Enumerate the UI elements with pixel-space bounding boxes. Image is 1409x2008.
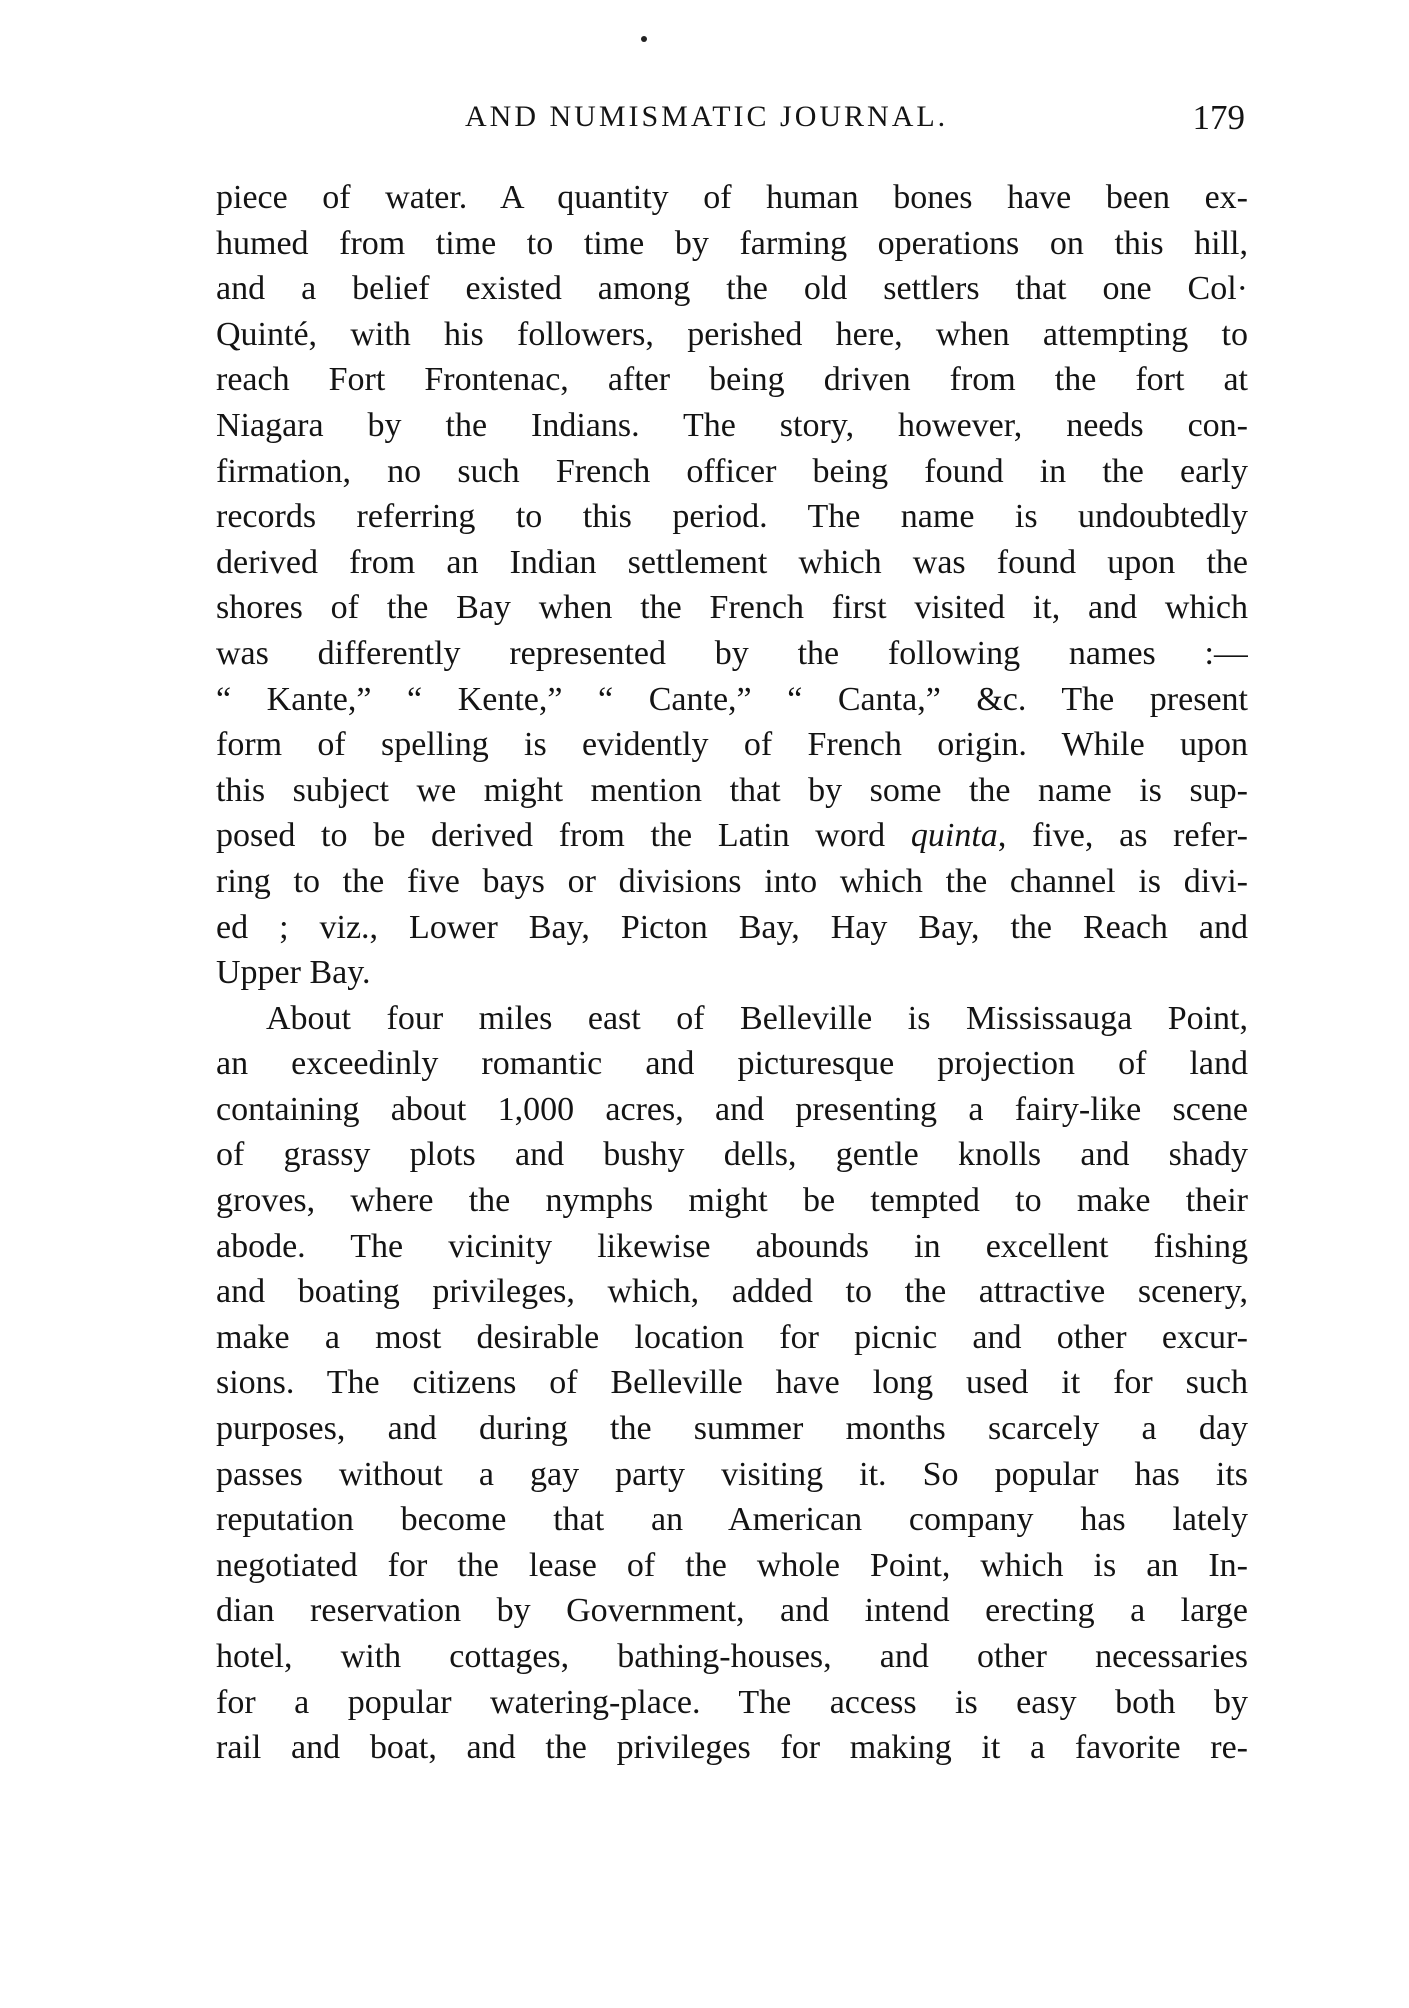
text-line: rail and boat, and the privileges for making it a favorite re- [216,1729,1248,1767]
text-line: negotiated for the lease of the whole Point, which is an In- [216,1546,1248,1584]
italic-word: quinta [910,817,998,855]
text-line: Niagara by the Indians. The story, however, needs con- [216,406,1248,444]
text-line: dian reservation by Government, and intend erecting a large [216,1592,1248,1630]
text-line: abode. The vicinity likewise abounds in excellent fishing [216,1227,1248,1265]
text-line: reach Fort Frontenac, after being driven from the fort at [216,361,1248,399]
text-line: piece of water. A quantity of human bones have been ex- [216,179,1248,216]
running-title: AND NUMISMATIC JOURNAL. [465,100,949,133]
text-line: for a popular watering-place. The access is easy both by [216,1683,1248,1721]
text-run: posed to be derived from the Latin word [216,817,911,855]
body-text [216,175,1248,1771]
text-line: hotel, with cottages, bathing-houses, and other necessaries [216,1638,1248,1675]
text-line: and a belief existed among the old settlers that one Col· [216,270,1248,308]
text-line-with-italic [216,813,1248,859]
text-line: groves, where the nymphs might be tempted to make their [216,1182,1248,1220]
printer-mark [641,36,647,42]
text-line: humed from time to time by farming operations on this hill, [216,224,1248,262]
text-line: was differently represented by the following names :— [216,634,1248,672]
text-line: passes without a gay party visiting it. So popular has its [216,1455,1248,1493]
text-line: About four miles east of Belleville is Mississauga Point, [266,999,1248,1037]
text-line: make a most desirable location for picnic and other excur- [216,1318,1248,1356]
text-line: sions. The citizens of Belleville have long used it for such [216,1364,1248,1402]
text-line: Upper Bay. [216,954,371,992]
text-line: “ Kante,” “ Kente,” “ Cante,” “ Canta,” &c. The present [216,680,1248,718]
text-line: and boating privileges, which, added to the attractive scenery, [216,1273,1248,1311]
text-line: of grassy plots and bushy dells, gentle knolls and shady [216,1136,1248,1174]
text-line: Quinté, with his followers, perished here, when attempting to [216,315,1248,353]
text-line: containing about 1,000 acres, and presenting a fairy-like scene [216,1090,1248,1128]
text-line: ed ; viz., Lower Bay, Picton Bay, Hay Bay, the Reach and [216,908,1248,946]
text-line: reputation become that an American company has lately [216,1501,1248,1539]
text-line: firmation, no such French officer being found in the early [216,452,1248,490]
text-line: derived from an Indian settlement which was found upon the [216,543,1248,581]
page-number: 179 [1192,98,1245,137]
text-line: purposes, and during the summer months scarcely a day [216,1410,1248,1448]
text-line: ring to the five bays or divisions into which the channel is divi- [216,862,1248,900]
text-run: , five, as refer- [997,817,1248,855]
text-line: records referring to this period. The name is undoubtedly [216,498,1248,536]
text-line: form of spelling is evidently of French origin. While upon [216,726,1248,764]
text-line: an exceedinly romantic and picturesque projection of land [216,1045,1248,1083]
text-line: shores of the Bay when the French first visited it, and which [216,589,1248,627]
text-line: this subject we might mention that by some the name is sup- [216,771,1248,809]
running-head [215,100,1245,144]
